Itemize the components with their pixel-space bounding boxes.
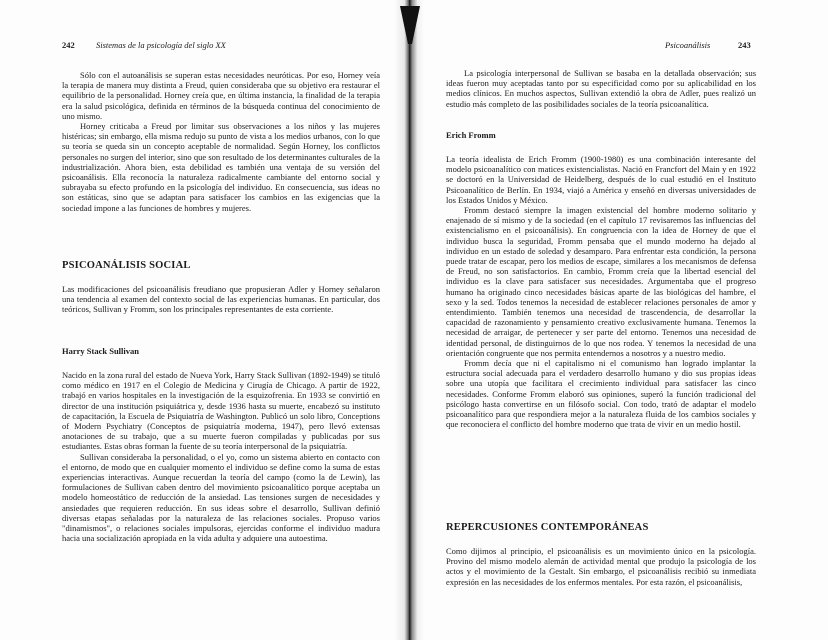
right-page-number: 243: [738, 40, 751, 50]
right-intro-paragraph: [446, 68, 756, 109]
section-heading-social: PSICOANÁLISIS SOCIAL: [62, 260, 191, 271]
paragraph: Como dijimos al principio, el psicoanálisis es un movimiento único en la psicología. Provino del mismo modelo alemán de actividad mental que produjo la psicología de los actos y el movimiento de la Gestalt. Sin embargo, el psicoanálisis recibió su inmediata expresión en las necesidades de los enfermos mentales. Por esta razón, el psicoanálisis,: [446, 546, 756, 587]
paragraph: Fromm destacó siempre la imagen existencial del hombre moderno solitario y enajenado de sí mismo y de la sociedad (en el capítulo 17 revisaremos las influencias del existencialismo en el psicoanálisis). En congruencia con la idea de Horney de que el individuo busca la seguridad, Fromm pensaba que el mundo moderno ha dejado al individuo en un estado de soledad y desamparo. Para enfrentar esta condición, la persona puede tratar de escapar, pero los medios de escape, similares a los mecanismos de defensa de Freud, no son satisfactorios. En cambio, Fromm creía que la libertad esencial del individuo es la clave para satisfacer sus necesidades. Argumentaba que el progreso humano ha originado cinco necesidades básicas aparte de las biológicas del hambre, el sexo y la sed. Todos tenemos la necesidad de establecer relaciones personales de amor y entendimiento. También tenemos una necesidad de trascendencia, de desarrollar la capacidad de razonamiento y pensamiento creativo exclusivamente humana. Tenemos la necesidad de arraigar, de pertenecer y ser parte del entorno. Tenemos una necesidad de identidad personal, de distinguirnos de lo que nos rodea. Y tenemos la necesidad de una orientación congruente que nos permita entendernos a nosotros y a nuestro medio.: [446, 205, 756, 358]
right-repercusiones-paragraph: [446, 546, 756, 587]
left-intro-paragraphs: [62, 70, 380, 213]
left-running-title: Sistemas de la psicología del siglo XX: [96, 40, 226, 50]
paragraph: Fromm decía que ni el capitalismo ni el comunismo han logrado implantar la estructura social adecuada para el verdadero desarrollo humano y dio sus propias ideas sobre una utopía que facilitara el crecimiento individual para satisfacer las cinco necesidades. Conforme Fromm elaboró sus opiniones, superó la función tradicional del psicólogo hasta convertirse en un filósofo social. Con todo, trató de adaptar el modelo psicoanalítico para que respondiera mejor a la naturaleza fluida de los cambios sociales y que reconociera el conflicto del hombre moderno que trata de vivir en un medio hostil.: [446, 358, 756, 430]
left-paragraph-social: [62, 284, 380, 315]
paragraph: La teoría idealista de Erich Fromm (1900-1980) es una combinación interesante del modelo psicoanalítico con matices existencialistas. Nació en Francfort del Main y en 1922 se doctoró en la Universidad de Heidelberg, después de lo cual estudió en el Instituto Psicoanalítico de Berlín. En 1934, viajó a América y enseñó en diversas universidades de los Estados Unidos y México.: [446, 154, 756, 205]
section-heading-repercusiones: REPERCUSIONES CONTEMPORÁNEAS: [446, 522, 649, 533]
paragraph: Las modificaciones del psicoanálisis freudiano que propusieran Adler y Horney señalaron una tendencia al examen del contexto social de las experiencias humanas. En particular, dos teóricos, Sullivan y Fromm, son los principales representantes de esta corriente.: [62, 284, 380, 315]
subheading-sullivan: Harry Stack Sullivan: [62, 346, 139, 356]
paragraph: Sullivan consideraba la personalidad, o el yo, como un sistema abierto en contacto con el entorno, de modo que en cualquier momento el individuo se define como la suma de estas experiencias interactivas. Aunque recuerdan la teoría del campo (como la de Lewin), las formulaciones de Sullivan caben dentro del movimiento psicoanalítico porque aceptaba un modelo homeostático de reducción de la ansiedad. Las tensiones surgen de necesidades y ansiedades que requieren reducción. En sus ideas sobre el desarrollo, Sullivan definió diversas etapas señaladas por la naturaleza de las relaciones sociales. Propuso varios "dinamismos", o relaciones sociales impulsoras, ejercidas conforme el individuo madura hacia una socialización apropiada en la vida adulta y adquiere una autoestima.: [62, 451, 380, 544]
left-sullivan-paragraphs: [62, 370, 380, 543]
right-page: [410, 0, 828, 640]
paragraph: Sólo con el autoanálisis se superan estas necesidades neuróticas. Por eso, Horney veía la terapia de manera muy distinta a Freud, quien consideraba que su objetivo era restaurar el equilibrio de la personalidad. Horney creía que, en última instancia, la finalidad de la terapia era la salud psicológica, definida en términos de la búsqueda continua del conocimiento de uno mismo.: [62, 70, 380, 121]
left-page-number: 242: [62, 40, 75, 50]
paragraph: Horney criticaba a Freud por limitar sus observaciones a los niños y las mujeres histéricas; sin embargo, ella misma redujo su punto de vista a los medios urbanos, con lo que su teoría se queda sin un concepto aceptable de normalidad. Según Horney, los conflictos personales no surgen del interior, sino que son resultado de los determinantes culturales de la industrialización. Ahora bien, esta debilidad es también una ventaja de su versión del psicoanálisis. Ella reconocía la naturaleza radicalmente cambiante del entorno social y subrayaba su efecto profundo en la psicología del individuo. En consecuencia, sus ideas no son estáticas, sino que se adaptan para satisfacer los cambios en las exigencias que la sociedad impone a las funciones de hombres y mujeres.: [62, 121, 380, 213]
paragraph: La psicología interpersonal de Sullivan se basaba en la detallada observación; sus ideas fueron muy aceptadas tanto por su especificidad como por su aplicabilidad en los medios clínicos. En muchos aspectos, Sullivan extendió la obra de Adler, pues realizó un estudio más completo de las posibilidades sociales de la teoría psicoanalítica.: [446, 68, 756, 109]
right-running-title: Psicoanálisis: [665, 40, 711, 50]
left-page: [0, 0, 410, 640]
paragraph: Nacido en la zona rural del estado de Nueva York, Harry Stack Sullivan (1892-1949) se tituló como médico en 1917 en el Colegio de Medicina y Cirugía de Chicago. A partir de 1922, trabajó en varios hospitales en la investigación de la esquizofrenia. En 1933 se convirtió en director de una institución psiquiátrica y, desde 1936 hasta su muerte, encabezó su instituto de capacitación, la Escuela de Psiquiatría de Washington. Publicó un solo libro, Conceptions of Modern Psychiatry (Conceptos de psiquiatría moderna, 1947), pero llevó extensas anotaciones de su trabajo, que a su muerte fueron compiladas y publicadas por sus estudiantes. Estas obras forman la fuente de su teoría interpersonal de la psiquiatría.: [62, 370, 380, 452]
right-fromm-paragraphs: [446, 154, 756, 429]
subheading-fromm: Erich Fromm: [446, 130, 496, 140]
